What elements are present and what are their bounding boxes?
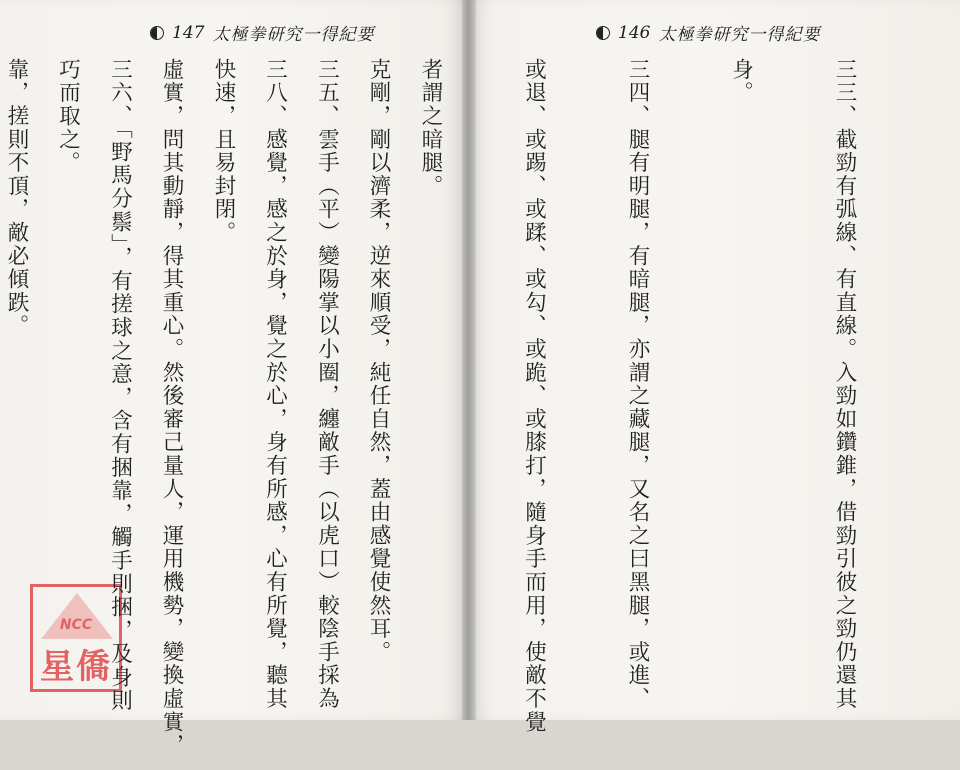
text-line: 身。 <box>728 58 754 105</box>
book-gutter <box>462 0 476 720</box>
left-page-number: 147 <box>172 22 205 43</box>
text-line: 三四、腿有明腿，有暗腿，亦謂之藏腿，又名之曰黑腿，或進、 <box>625 58 650 711</box>
text-line: 三八、感覺，感之於身，覺之於心，身有所感，心有所覺，聽其 <box>262 58 288 711</box>
text-line: 巧而取之。 <box>55 58 81 175</box>
left-page-header <box>150 20 374 45</box>
text-line: 者謂之暗腿。 <box>418 58 443 198</box>
left-running-title: 太極拳研究一得紀要 <box>212 25 375 45</box>
taiji-yin-yang-icon <box>596 26 610 40</box>
right-page-number: 146 <box>618 22 651 43</box>
text-line: 三五、雲手（平）變陽掌以小圈，纏敵手（以虎口）較陰手採為 <box>314 58 340 711</box>
text-line: 靠，搓則不頂，敵必傾跌。 <box>4 58 29 338</box>
right-running-title: 太極拳研究一得紀要 <box>658 25 821 45</box>
right-page-header <box>596 20 820 45</box>
taiji-yin-yang-icon <box>150 26 164 40</box>
stamp-chinese-text: 星僑 <box>40 647 112 687</box>
text-line: 或退、或踢、或蹂、或勾、或跪、或膝打，隨身手而用，使敵不覺 <box>521 58 547 734</box>
text-line: 虛實，問其動靜，得其重心。然後審己量人，運用機勢，變換虛實， <box>159 58 184 757</box>
text-line: 快速，且易封閉。 <box>211 58 236 245</box>
stamp-latin-text: NCC <box>59 617 93 633</box>
text-line: 克剛，剛以濟柔，逆來順受，純任自然，蓋由感覺使然耳。 <box>366 58 391 664</box>
text-line: 三三、截勁有弧線、有直線。入勁如鑽錐，借勁引彼之勁仍還其 <box>832 58 857 711</box>
text-line: 三六、「野馬分鬃」，有搓球之意，含有捆靠，觸手則捆，及身則 <box>107 58 133 713</box>
